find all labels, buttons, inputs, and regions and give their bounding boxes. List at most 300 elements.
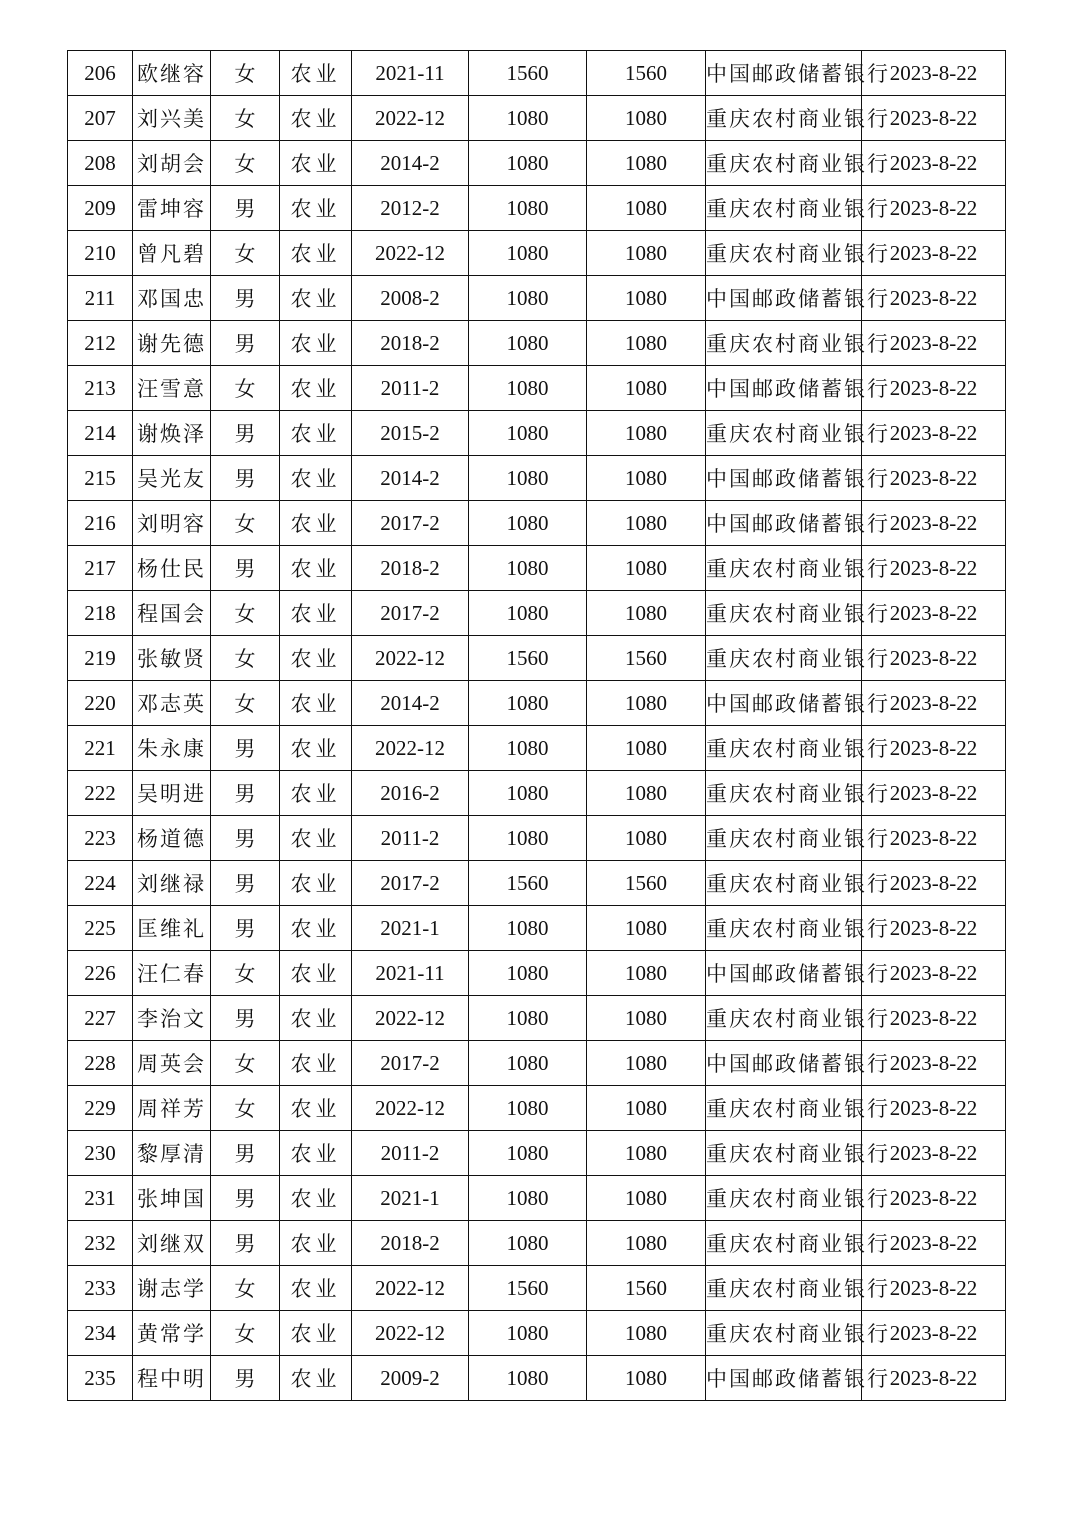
payment-date-cell: 2023-8-22 [862, 996, 1006, 1041]
gender-cell: 男 [211, 861, 280, 906]
table-row [68, 501, 1006, 546]
household-type-cell: 农业 [280, 681, 352, 726]
table-row [68, 231, 1006, 276]
household-type-cell: 农业 [280, 321, 352, 366]
household-type-cell: 农业 [280, 456, 352, 501]
paid-amount-cell: 1080 [587, 1311, 706, 1356]
standard-amount-cell: 1080 [469, 771, 587, 816]
household-type-cell: 农业 [280, 861, 352, 906]
table-row [68, 996, 1006, 1041]
table-row [68, 96, 1006, 141]
table-row [68, 276, 1006, 321]
household-type-cell: 农业 [280, 1041, 352, 1086]
row-number-cell: 216 [68, 501, 133, 546]
bank-name-cell: 中国邮政储蓄银行 [706, 681, 862, 726]
person-name-cell: 邓国忠 [133, 276, 211, 321]
standard-amount-cell: 1080 [469, 411, 587, 456]
bank-name-cell: 中国邮政储蓄银行 [706, 501, 862, 546]
row-number-cell: 207 [68, 96, 133, 141]
bank-name-cell: 重庆农村商业银行 [706, 96, 862, 141]
payment-date-cell: 2023-8-22 [862, 1356, 1006, 1401]
payment-date-cell: 2023-8-22 [862, 1086, 1006, 1131]
bank-name-cell: 重庆农村商业银行 [706, 771, 862, 816]
household-type-cell: 农业 [280, 366, 352, 411]
bank-name-cell: 重庆农村商业银行 [706, 996, 862, 1041]
person-name-cell: 谢先德 [133, 321, 211, 366]
bank-name-cell: 重庆农村商业银行 [706, 861, 862, 906]
gender-cell: 女 [211, 591, 280, 636]
person-name-cell: 朱永康 [133, 726, 211, 771]
start-month-cell: 2022-12 [352, 1311, 469, 1356]
household-type-cell: 农业 [280, 501, 352, 546]
gender-cell: 男 [211, 456, 280, 501]
standard-amount-cell: 1080 [469, 1176, 587, 1221]
table-row [68, 1266, 1006, 1311]
bank-name-cell: 中国邮政储蓄银行 [706, 1356, 862, 1401]
row-number-cell: 206 [68, 51, 133, 96]
household-type-cell: 农业 [280, 1266, 352, 1311]
payment-date-cell: 2023-8-22 [862, 366, 1006, 411]
household-type-cell: 农业 [280, 51, 352, 96]
standard-amount-cell: 1080 [469, 1221, 587, 1266]
person-name-cell: 张坤国 [133, 1176, 211, 1221]
gender-cell: 男 [211, 996, 280, 1041]
row-number-cell: 217 [68, 546, 133, 591]
bank-name-cell: 重庆农村商业银行 [706, 1176, 862, 1221]
paid-amount-cell: 1080 [587, 1041, 706, 1086]
standard-amount-cell: 1080 [469, 1356, 587, 1401]
start-month-cell: 2009-2 [352, 1356, 469, 1401]
paid-amount-cell: 1560 [587, 861, 706, 906]
start-month-cell: 2017-2 [352, 591, 469, 636]
standard-amount-cell: 1080 [469, 546, 587, 591]
table-row [68, 141, 1006, 186]
table-row [68, 591, 1006, 636]
person-name-cell: 杨道德 [133, 816, 211, 861]
bank-name-cell: 重庆农村商业银行 [706, 546, 862, 591]
gender-cell: 男 [211, 1221, 280, 1266]
paid-amount-cell: 1080 [587, 1086, 706, 1131]
paid-amount-cell: 1080 [587, 411, 706, 456]
standard-amount-cell: 1080 [469, 96, 587, 141]
standard-amount-cell: 1080 [469, 726, 587, 771]
household-type-cell: 农业 [280, 591, 352, 636]
paid-amount-cell: 1560 [587, 636, 706, 681]
paid-amount-cell: 1080 [587, 591, 706, 636]
table-row [68, 1131, 1006, 1176]
table-row [68, 1041, 1006, 1086]
paid-amount-cell: 1080 [587, 726, 706, 771]
household-type-cell: 农业 [280, 96, 352, 141]
person-name-cell: 李治文 [133, 996, 211, 1041]
bank-name-cell: 重庆农村商业银行 [706, 636, 862, 681]
payment-date-cell: 2023-8-22 [862, 1221, 1006, 1266]
row-number-cell: 221 [68, 726, 133, 771]
standard-amount-cell: 1080 [469, 816, 587, 861]
household-type-cell: 农业 [280, 1221, 352, 1266]
start-month-cell: 2017-2 [352, 861, 469, 906]
start-month-cell: 2017-2 [352, 1041, 469, 1086]
bank-name-cell: 重庆农村商业银行 [706, 186, 862, 231]
household-type-cell: 农业 [280, 1176, 352, 1221]
payment-date-cell: 2023-8-22 [862, 1041, 1006, 1086]
start-month-cell: 2022-12 [352, 231, 469, 276]
start-month-cell: 2018-2 [352, 1221, 469, 1266]
start-month-cell: 2021-1 [352, 1176, 469, 1221]
gender-cell: 女 [211, 1086, 280, 1131]
person-name-cell: 汪仁春 [133, 951, 211, 996]
table-row [68, 456, 1006, 501]
bank-name-cell: 重庆农村商业银行 [706, 1131, 862, 1176]
person-name-cell: 欧继容 [133, 51, 211, 96]
paid-amount-cell: 1080 [587, 771, 706, 816]
bank-name-cell: 重庆农村商业银行 [706, 1086, 862, 1131]
household-type-cell: 农业 [280, 231, 352, 276]
paid-amount-cell: 1080 [587, 906, 706, 951]
payment-date-cell: 2023-8-22 [862, 681, 1006, 726]
gender-cell: 女 [211, 1311, 280, 1356]
household-type-cell: 农业 [280, 771, 352, 816]
household-type-cell: 农业 [280, 411, 352, 456]
paid-amount-cell: 1080 [587, 501, 706, 546]
table-row [68, 186, 1006, 231]
paid-amount-cell: 1080 [587, 681, 706, 726]
household-type-cell: 农业 [280, 1311, 352, 1356]
payment-date-cell: 2023-8-22 [862, 861, 1006, 906]
standard-amount-cell: 1080 [469, 1086, 587, 1131]
table-row [68, 51, 1006, 96]
gender-cell: 女 [211, 96, 280, 141]
payment-date-cell: 2023-8-22 [862, 501, 1006, 546]
paid-amount-cell: 1080 [587, 1131, 706, 1176]
bank-name-cell: 中国邮政储蓄银行 [706, 51, 862, 96]
standard-amount-cell: 1080 [469, 1311, 587, 1356]
paid-amount-cell: 1080 [587, 1176, 706, 1221]
standard-amount-cell: 1080 [469, 276, 587, 321]
start-month-cell: 2021-1 [352, 906, 469, 951]
person-name-cell: 刘兴美 [133, 96, 211, 141]
table-row [68, 321, 1006, 366]
gender-cell: 女 [211, 141, 280, 186]
start-month-cell: 2022-12 [352, 726, 469, 771]
start-month-cell: 2014-2 [352, 456, 469, 501]
row-number-cell: 218 [68, 591, 133, 636]
start-month-cell: 2011-2 [352, 816, 469, 861]
paid-amount-cell: 1080 [587, 366, 706, 411]
table-row [68, 771, 1006, 816]
start-month-cell: 2011-2 [352, 366, 469, 411]
person-name-cell: 黄常学 [133, 1311, 211, 1356]
gender-cell: 女 [211, 681, 280, 726]
start-month-cell: 2015-2 [352, 411, 469, 456]
row-number-cell: 229 [68, 1086, 133, 1131]
paid-amount-cell: 1080 [587, 321, 706, 366]
payment-date-cell: 2023-8-22 [862, 51, 1006, 96]
start-month-cell: 2012-2 [352, 186, 469, 231]
row-number-cell: 220 [68, 681, 133, 726]
person-name-cell: 杨仕民 [133, 546, 211, 591]
table-row [68, 1221, 1006, 1266]
payment-date-cell: 2023-8-22 [862, 1266, 1006, 1311]
gender-cell: 男 [211, 906, 280, 951]
person-name-cell: 刘继双 [133, 1221, 211, 1266]
row-number-cell: 210 [68, 231, 133, 276]
paid-amount-cell: 1080 [587, 141, 706, 186]
row-number-cell: 211 [68, 276, 133, 321]
person-name-cell: 匡维礼 [133, 906, 211, 951]
paid-amount-cell: 1080 [587, 1356, 706, 1401]
standard-amount-cell: 1080 [469, 456, 587, 501]
table-row [68, 951, 1006, 996]
start-month-cell: 2022-12 [352, 636, 469, 681]
table-row [68, 1311, 1006, 1356]
person-name-cell: 程国会 [133, 591, 211, 636]
standard-amount-cell: 1080 [469, 1131, 587, 1176]
roster-body [68, 51, 1006, 1401]
standard-amount-cell: 1080 [469, 951, 587, 996]
row-number-cell: 215 [68, 456, 133, 501]
household-type-cell: 农业 [280, 141, 352, 186]
bank-name-cell: 重庆农村商业银行 [706, 1266, 862, 1311]
paid-amount-cell: 1080 [587, 996, 706, 1041]
payment-date-cell: 2023-8-22 [862, 1131, 1006, 1176]
paid-amount-cell: 1080 [587, 276, 706, 321]
gender-cell: 女 [211, 951, 280, 996]
paid-amount-cell: 1080 [587, 951, 706, 996]
person-name-cell: 周祥芳 [133, 1086, 211, 1131]
person-name-cell: 汪雪意 [133, 366, 211, 411]
row-number-cell: 225 [68, 906, 133, 951]
payment-date-cell: 2023-8-22 [862, 816, 1006, 861]
bank-name-cell: 中国邮政储蓄银行 [706, 951, 862, 996]
person-name-cell: 刘胡会 [133, 141, 211, 186]
gender-cell: 女 [211, 231, 280, 276]
household-type-cell: 农业 [280, 1086, 352, 1131]
payment-date-cell: 2023-8-22 [862, 771, 1006, 816]
person-name-cell: 刘继禄 [133, 861, 211, 906]
gender-cell: 男 [211, 1131, 280, 1176]
bank-name-cell: 中国邮政储蓄银行 [706, 456, 862, 501]
gender-cell: 男 [211, 1176, 280, 1221]
person-name-cell: 程中明 [133, 1356, 211, 1401]
gender-cell: 男 [211, 771, 280, 816]
payment-date-cell: 2023-8-22 [862, 456, 1006, 501]
start-month-cell: 2017-2 [352, 501, 469, 546]
person-name-cell: 黎厚清 [133, 1131, 211, 1176]
standard-amount-cell: 1560 [469, 636, 587, 681]
gender-cell: 女 [211, 1041, 280, 1086]
bank-name-cell: 中国邮政储蓄银行 [706, 366, 862, 411]
gender-cell: 男 [211, 546, 280, 591]
gender-cell: 男 [211, 816, 280, 861]
table-row [68, 861, 1006, 906]
table-row [68, 816, 1006, 861]
person-name-cell: 曾凡碧 [133, 231, 211, 276]
paid-amount-cell: 1560 [587, 51, 706, 96]
household-type-cell: 农业 [280, 636, 352, 681]
row-number-cell: 231 [68, 1176, 133, 1221]
gender-cell: 男 [211, 186, 280, 231]
gender-cell: 女 [211, 366, 280, 411]
standard-amount-cell: 1080 [469, 366, 587, 411]
standard-amount-cell: 1080 [469, 681, 587, 726]
person-name-cell: 周英会 [133, 1041, 211, 1086]
household-type-cell: 农业 [280, 276, 352, 321]
standard-amount-cell: 1080 [469, 1041, 587, 1086]
paid-amount-cell: 1080 [587, 546, 706, 591]
gender-cell: 女 [211, 1266, 280, 1311]
start-month-cell: 2014-2 [352, 141, 469, 186]
standard-amount-cell: 1560 [469, 861, 587, 906]
gender-cell: 男 [211, 726, 280, 771]
document-page [67, 50, 1005, 1401]
start-month-cell: 2022-12 [352, 1086, 469, 1131]
bank-name-cell: 重庆农村商业银行 [706, 321, 862, 366]
paid-amount-cell: 1080 [587, 96, 706, 141]
payment-date-cell: 2023-8-22 [862, 141, 1006, 186]
row-number-cell: 212 [68, 321, 133, 366]
person-name-cell: 谢焕泽 [133, 411, 211, 456]
gender-cell: 男 [211, 1356, 280, 1401]
start-month-cell: 2014-2 [352, 681, 469, 726]
roster-table [67, 50, 1006, 1401]
paid-amount-cell: 1560 [587, 1266, 706, 1311]
table-row [68, 1176, 1006, 1221]
start-month-cell: 2021-11 [352, 951, 469, 996]
standard-amount-cell: 1080 [469, 501, 587, 546]
payment-date-cell: 2023-8-22 [862, 276, 1006, 321]
start-month-cell: 2011-2 [352, 1131, 469, 1176]
household-type-cell: 农业 [280, 1356, 352, 1401]
start-month-cell: 2022-12 [352, 1266, 469, 1311]
bank-name-cell: 重庆农村商业银行 [706, 591, 862, 636]
standard-amount-cell: 1080 [469, 996, 587, 1041]
payment-date-cell: 2023-8-22 [862, 186, 1006, 231]
payment-date-cell: 2023-8-22 [862, 1311, 1006, 1356]
person-name-cell: 谢志学 [133, 1266, 211, 1311]
standard-amount-cell: 1080 [469, 141, 587, 186]
table-row [68, 726, 1006, 771]
standard-amount-cell: 1560 [469, 1266, 587, 1311]
row-number-cell: 235 [68, 1356, 133, 1401]
payment-date-cell: 2023-8-22 [862, 951, 1006, 996]
payment-date-cell: 2023-8-22 [862, 321, 1006, 366]
household-type-cell: 农业 [280, 1131, 352, 1176]
bank-name-cell: 重庆农村商业银行 [706, 411, 862, 456]
paid-amount-cell: 1080 [587, 186, 706, 231]
start-month-cell: 2018-2 [352, 321, 469, 366]
bank-name-cell: 重庆农村商业银行 [706, 816, 862, 861]
row-number-cell: 213 [68, 366, 133, 411]
table-row [68, 681, 1006, 726]
start-month-cell: 2021-11 [352, 51, 469, 96]
paid-amount-cell: 1080 [587, 231, 706, 276]
bank-name-cell: 中国邮政储蓄银行 [706, 1041, 862, 1086]
bank-name-cell: 重庆农村商业银行 [706, 1311, 862, 1356]
table-row [68, 1086, 1006, 1131]
household-type-cell: 农业 [280, 951, 352, 996]
start-month-cell: 2022-12 [352, 96, 469, 141]
row-number-cell: 226 [68, 951, 133, 996]
bank-name-cell: 重庆农村商业银行 [706, 906, 862, 951]
row-number-cell: 214 [68, 411, 133, 456]
payment-date-cell: 2023-8-22 [862, 591, 1006, 636]
payment-date-cell: 2023-8-22 [862, 231, 1006, 276]
gender-cell: 男 [211, 276, 280, 321]
gender-cell: 女 [211, 51, 280, 96]
paid-amount-cell: 1080 [587, 816, 706, 861]
paid-amount-cell: 1080 [587, 456, 706, 501]
row-number-cell: 227 [68, 996, 133, 1041]
standard-amount-cell: 1080 [469, 906, 587, 951]
payment-date-cell: 2023-8-22 [862, 726, 1006, 771]
gender-cell: 女 [211, 501, 280, 546]
row-number-cell: 234 [68, 1311, 133, 1356]
person-name-cell: 张敏贤 [133, 636, 211, 681]
household-type-cell: 农业 [280, 906, 352, 951]
table-row [68, 906, 1006, 951]
gender-cell: 男 [211, 321, 280, 366]
paid-amount-cell: 1080 [587, 1221, 706, 1266]
start-month-cell: 2016-2 [352, 771, 469, 816]
payment-date-cell: 2023-8-22 [862, 411, 1006, 456]
household-type-cell: 农业 [280, 726, 352, 771]
standard-amount-cell: 1080 [469, 231, 587, 276]
household-type-cell: 农业 [280, 186, 352, 231]
row-number-cell: 228 [68, 1041, 133, 1086]
payment-date-cell: 2023-8-22 [862, 1176, 1006, 1221]
gender-cell: 女 [211, 636, 280, 681]
row-number-cell: 219 [68, 636, 133, 681]
row-number-cell: 232 [68, 1221, 133, 1266]
row-number-cell: 224 [68, 861, 133, 906]
payment-date-cell: 2023-8-22 [862, 96, 1006, 141]
household-type-cell: 农业 [280, 546, 352, 591]
payment-date-cell: 2023-8-22 [862, 636, 1006, 681]
start-month-cell: 2022-12 [352, 996, 469, 1041]
row-number-cell: 233 [68, 1266, 133, 1311]
table-row [68, 1356, 1006, 1401]
standard-amount-cell: 1080 [469, 321, 587, 366]
person-name-cell: 邓志英 [133, 681, 211, 726]
bank-name-cell: 重庆农村商业银行 [706, 141, 862, 186]
payment-date-cell: 2023-8-22 [862, 546, 1006, 591]
bank-name-cell: 重庆农村商业银行 [706, 231, 862, 276]
bank-name-cell: 重庆农村商业银行 [706, 726, 862, 771]
standard-amount-cell: 1080 [469, 186, 587, 231]
row-number-cell: 222 [68, 771, 133, 816]
household-type-cell: 农业 [280, 816, 352, 861]
table-row [68, 411, 1006, 456]
start-month-cell: 2018-2 [352, 546, 469, 591]
bank-name-cell: 中国邮政储蓄银行 [706, 276, 862, 321]
person-name-cell: 刘明容 [133, 501, 211, 546]
payment-date-cell: 2023-8-22 [862, 906, 1006, 951]
row-number-cell: 209 [68, 186, 133, 231]
row-number-cell: 230 [68, 1131, 133, 1176]
household-type-cell: 农业 [280, 996, 352, 1041]
row-number-cell: 208 [68, 141, 133, 186]
table-row [68, 366, 1006, 411]
person-name-cell: 吴明进 [133, 771, 211, 816]
standard-amount-cell: 1080 [469, 591, 587, 636]
row-number-cell: 223 [68, 816, 133, 861]
table-row [68, 546, 1006, 591]
person-name-cell: 吴光友 [133, 456, 211, 501]
table-row [68, 636, 1006, 681]
bank-name-cell: 重庆农村商业银行 [706, 1221, 862, 1266]
standard-amount-cell: 1560 [469, 51, 587, 96]
